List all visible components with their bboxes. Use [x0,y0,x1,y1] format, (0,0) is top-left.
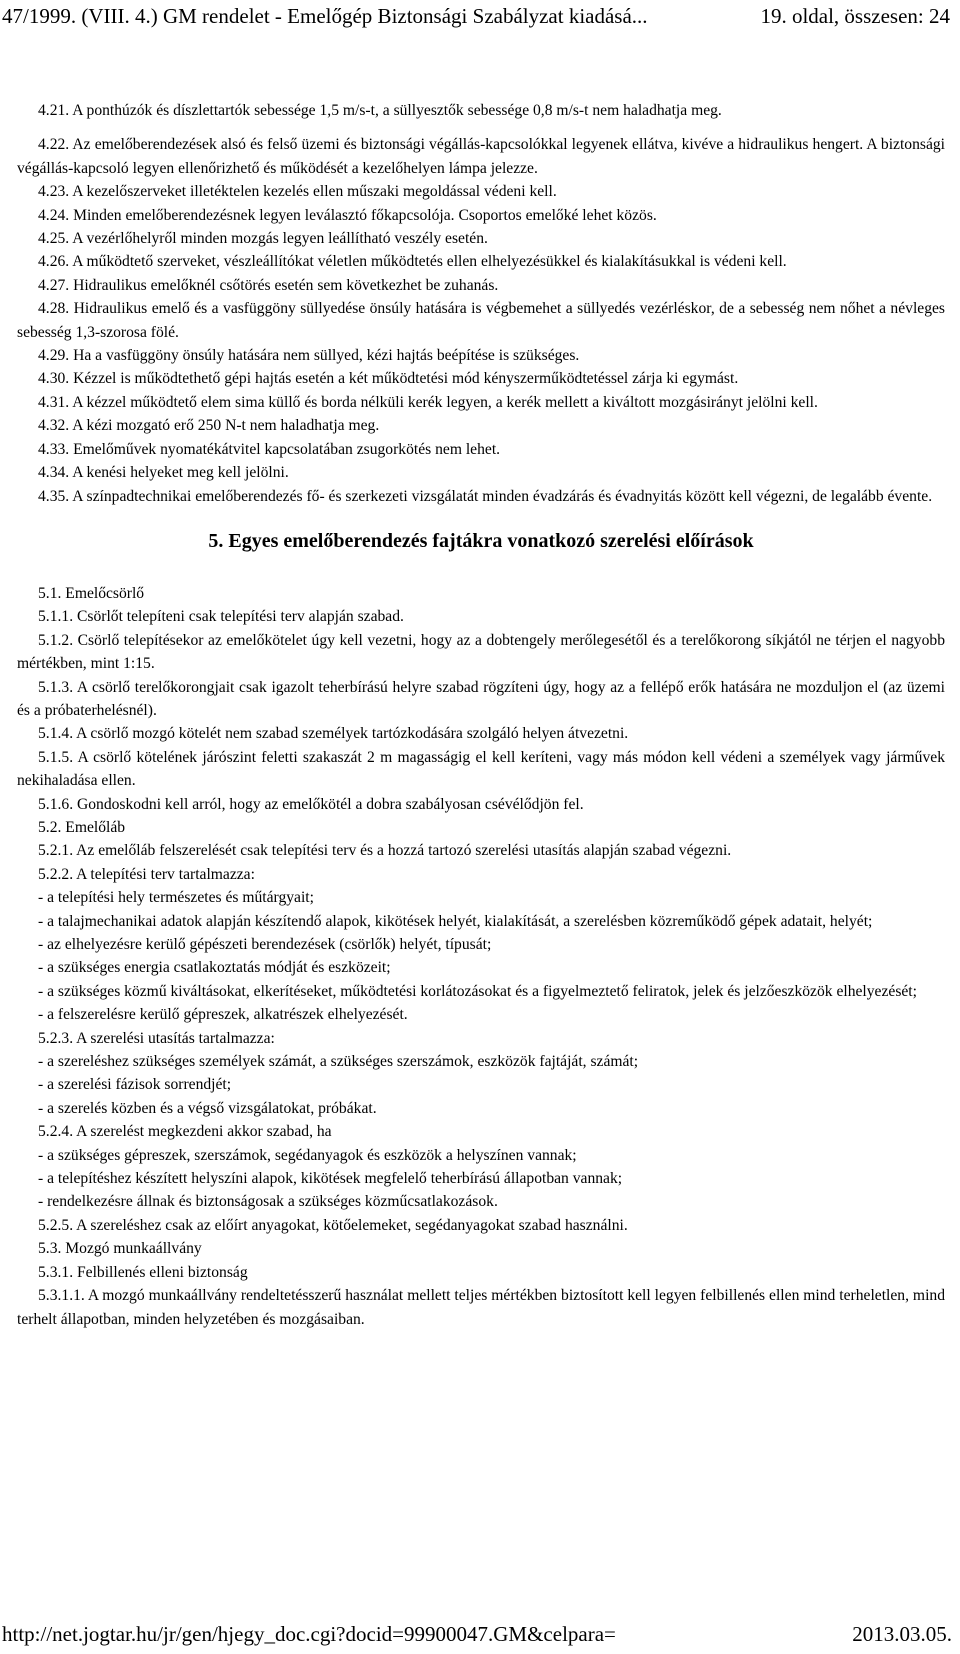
paragraph-5-1-1: 5.1.1. Csörlőt telepíteni csak telepítési terv alapján szabad. [38,608,404,626]
paragraph-5-1-5: 5.1.5. A csörlő kötelének járószint feletti szakaszát 2 m magasságig el kell keríteni, vagy más módon kell védeni a személyek vagy járművek nekihaladása ellen. [17,748,945,790]
page-number: 19. oldal, összesen: 24 [760,4,950,28]
paragraph-4-35: 4.35. A színpadtechnikai emelőberendezés fő- és szerkezeti vizsgálatát minden évadzárás és évadnyitás között kell végezni, de legalább évente. [38,487,933,505]
list-item: - a szükséges gépreszek, szerszámok, segédanyagok és eszközök a helyszínen vannak; [38,1146,577,1164]
paragraph-5-1-3: 5.1.3. A csörlő terelőkorongjait csak igazolt teherbírású helyre szabad rögzíteni úgy, hogy az a fellépő erők hatására ne mozduljon el (az üzemi és a próbaterhelésnél). [17,678,945,719]
paragraph-4-27: 4.27. Hidraulikus emelőknél csőtörés esetén sem következhet be zuhanás. [38,276,499,294]
list-item: - a felszerelésre kerülő gépreszek, alkatrészek elhelyezését. [38,1006,408,1024]
paragraph-4-34: 4.34. A kenési helyeket meg kell jelölni. [38,464,289,482]
paragraph-5-1: 5.1. Emelőcsörlő [38,584,145,602]
paragraph-5-3-1: 5.3.1. Felbillenés elleni biztonság [38,1263,248,1281]
document-body [17,99,945,1331]
paragraph-4-28: 4.28. Hidraulikus emelő és a vasfüggöny süllyedése önsúly hatására is végbemehet a süllyedés vezérléskor, de a sebesség nem nőhet a névleges sebesség 1,3-szorosa fölé. [17,300,945,341]
paragraph-5-2: 5.2. Emelőláb [38,818,126,836]
paragraph-4-23: 4.23. A kezelőszerveket illetéktelen kezelés ellen műszaki megoldással védeni kell. [38,183,557,201]
paragraph-4-26: 4.26. A működtető szerveket, vészleállítókat véletlen működtetés ellen elhelyezésükkel és kialakításukkal is védeni kell. [38,253,787,271]
source-url: http://net.jogtar.hu/jr/gen/hjegy_doc.cgi?docid=99900047.GM&celpara= [2,1622,616,1646]
list-item: - a telepítési hely természetes és műtárgyait; [38,889,314,907]
paragraph-4-22: 4.22. Az emelőberendezések alsó és felső üzemi és biztonsági végállás-kapcsolókkal legyenek ellátva, kivéve a hidraulikus hengert. A biztonsági végállás-kapcsoló legyen ellenőrizhető és működését a kezelőhelyen lámpa jelezze. [17,136,945,177]
list-item: - a telepítéshez készített helyszíni alapok, kikötések megfelelő teherbírású állapotban vannak; [38,1170,623,1188]
section-heading: 5. Egyes emelőberendezés fajtákra vonatkozó szerelési előírások [208,529,754,552]
paragraph-4-25: 4.25. A vezérlőhelyről minden mozgás legyen leállítható veszély esetén. [38,230,488,248]
document-title: 47/1999. (VIII. 4.) GM rendelet - Emelőgép Biztonsági Szabályzat kiadásá... [2,4,648,28]
paragraph-4-29: 4.29. Ha a vasfüggöny önsúly hatására nem süllyed, kézi hajtás beépítése is szükséges. [38,347,580,365]
paragraph-4-30: 4.30. Kézzel is működtethető gépi hajtás esetén a két működtetési mód kényszerműködtetéssel zárja ki egymást. [38,370,739,388]
paragraph-5-1-2: 5.1.2. Csörlő telepítésekor az emelőkötelet úgy kell vezetni, hogy az a dobtengely merőlegesétől és a terelőkorong síkjától ne térjen el nagyobb mértékben, mint 1:15. [17,631,945,673]
paragraph-4-33: 4.33. Emelőművek nyomatékátvitel kapcsolatában zsugorkötés nem lehet. [38,440,501,458]
paragraph-5-2-4: 5.2.4. A szerelést megkezdeni akkor szabad, ha [38,1123,332,1141]
paragraph-5-3-1-1: 5.3.1.1. A mozgó munkaállvány rendeltetésszerű használat mellett teljes mértékben biztosított kell legyen felbillenés ellen mind terheletlen, mind terhelt állapotban, minden helyzetében és mozgásaiban. [17,1287,945,1328]
list-item: - a szükséges közmű kiváltásokat, elkerítéseket, működtetési korlátozásokat és a figyelmeztető feliratok, jelek és jelzőeszközök elhelyezését; [38,982,917,1000]
paragraph-5-2-1: 5.2.1. Az emelőláb felszerelését csak telepítési terv és a hozzá tartozó szerelési utasítás alapján szabad végezni. [38,842,732,860]
paragraph-4-21: 4.21. A ponthúzók és díszlettartók sebessége 1,5 m/s-t, a süllyesztők sebessége 0,8 m/s-t nem haladhatja meg. [38,102,722,119]
list-item: - a szükséges energia csatlakoztatás módját és eszközeit; [38,959,391,977]
paragraph-4-24: 4.24. Minden emelőberendezésnek legyen leválasztó főkapcsolója. Csoportos emelőké lehet közös. [38,206,657,224]
list-item: - a szerelés közben és a végső vizsgálatokat, próbákat. [38,1099,377,1117]
page-footer [0,1617,960,1654]
print-date: 2013.03.05. [852,1622,952,1646]
list-item: - az elhelyezésre kerülő gépészeti berendezések (csörlők) helyét, típusát; [38,936,492,953]
list-item: - a szereléshez szükséges személyek számát, a szükséges szerszámok, eszközök fajtáját, számát; [38,1053,639,1071]
paragraph-5-2-2: 5.2.2. A telepítési terv tartalmazza: [38,865,255,883]
paragraph-4-32: 4.32. A kézi mozgató erő 250 N-t nem haladhatja meg. [38,417,380,435]
paragraph-5-1-6: 5.1.6. Gondoskodni kell arról, hogy az emelőkötél a dobra szabályosan csévélődjön fel. [38,795,584,813]
page-header [0,0,960,36]
list-item: - rendelkezésre állnak és biztonságosak a szükséges közműcsatlakozások. [38,1193,498,1211]
list-item: - a talajmechanikai adatok alapján készítendő alapok, kikötések helyét, kialakítását, a szerelésben közreműködő gépek adatait, helyét; [38,912,873,930]
list-item: - a szerelési fázisok sorrendjét; [38,1076,232,1094]
paragraph-4-31: 4.31. A kézzel működtető elem sima küllő és borda nélküli kerék legyen, a kerék mellett a kiváltott mozgásirányt jelölni kell. [38,393,818,411]
paragraph-5-1-4: 5.1.4. A csörlő mozgó kötelét nem szabad személyek tartózkodására szolgáló helyen átvezetni. [38,725,629,743]
paragraph-5-2-5: 5.2.5. A szereléshez csak az előírt anyagokat, kötőelemeket, segédanyagokat szabad használni. [38,1216,628,1234]
paragraph-5-3: 5.3. Mozgó munkaállvány [38,1240,202,1258]
paragraph-5-2-3: 5.2.3. A szerelési utasítás tartalmazza: [38,1029,275,1047]
